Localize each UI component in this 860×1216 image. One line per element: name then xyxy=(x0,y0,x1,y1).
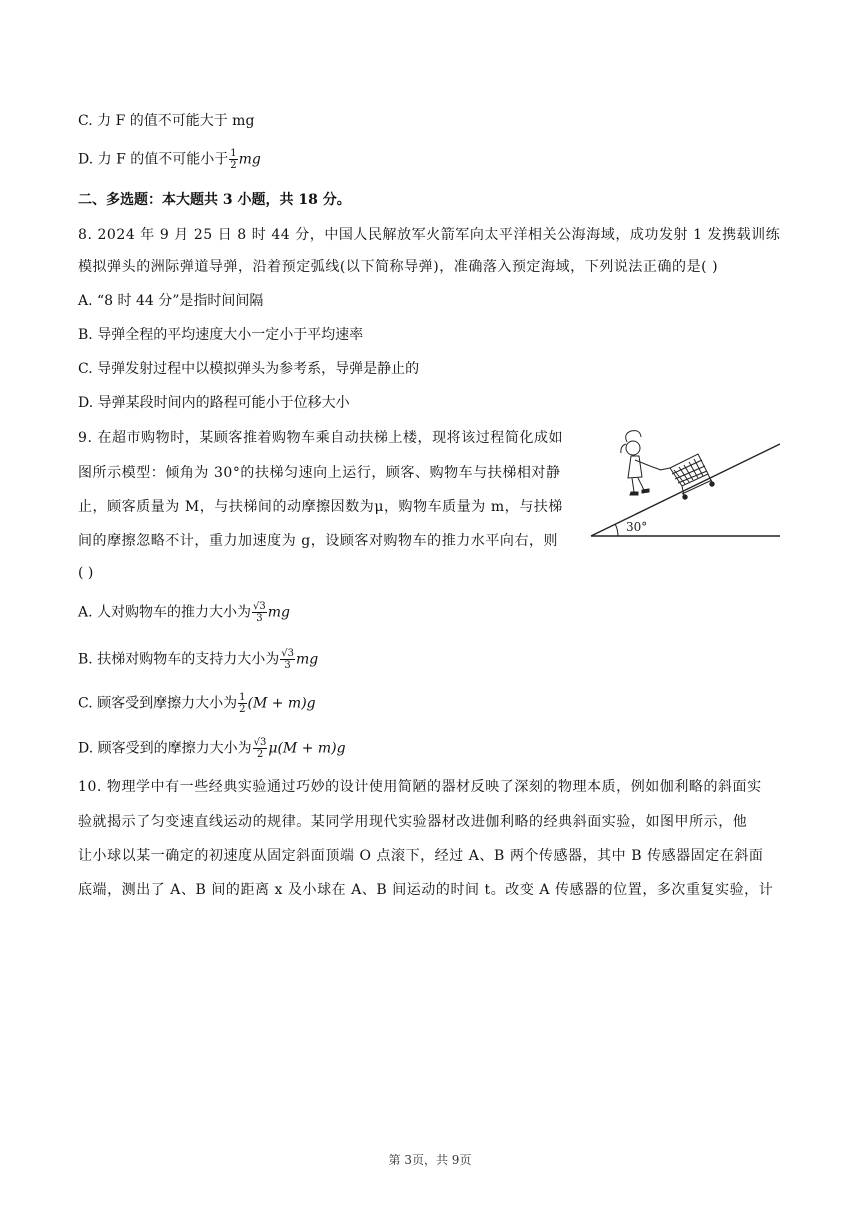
q9-option-b-math: mg xyxy=(295,651,319,668)
q8-option-a: A. “8 时 44 分”是指时间间隔 xyxy=(78,293,264,309)
escalator-figure xyxy=(588,428,782,542)
fraction-denominator: 3 xyxy=(284,660,291,671)
q10-stem-line-3: 让小球以某一确定的初速度从固定斜面顶端 O 点滚下，经过 A、B 两个传感器，其中 B 传感器固定在斜面 xyxy=(78,848,764,864)
q10-stem-line-1: 10. 物理学中有一些经典实验通过巧妙的设计使用简陋的器材反映了深刻的物理本质，例如伽利略的斜面实 xyxy=(78,779,762,795)
q9-option-a xyxy=(78,601,290,624)
q10-stem-line-2: 验就揭示了匀变速直线运动的规律。某同学用现代实验器材改进伽利略的经典斜面实验，如图甲所示，他 xyxy=(78,814,748,830)
q8-option-b: B. 导弹全程的平均速度大小一定小于平均速率 xyxy=(78,327,364,343)
fraction-denominator: 2 xyxy=(256,749,264,760)
q9-option-d xyxy=(78,737,346,760)
q9-option-c-math: (M + m)g xyxy=(247,695,316,712)
fraction-numerator: 1 xyxy=(230,148,237,159)
fraction-numerator: √3 xyxy=(281,648,294,659)
fraction-denominator: 3 xyxy=(256,613,263,624)
fraction-denominator: 2 xyxy=(230,160,237,171)
q9-option-c-text: C. 顾客受到摩擦力大小为 xyxy=(78,695,238,712)
fraction-numerator: √3 xyxy=(253,737,267,748)
shopping-cart-icon xyxy=(660,454,714,499)
customer-figure-icon xyxy=(621,431,661,495)
q9-option-c xyxy=(78,692,316,715)
section-title: 二、多选题：本大题共 3 小题，共 18 分。 xyxy=(78,192,351,208)
fraction-numerator: 1 xyxy=(239,692,246,703)
q8-option-c: C. 导弹发射过程中以模拟弹头为参考系，导弹是静止的 xyxy=(78,361,420,377)
fraction xyxy=(238,692,246,715)
page-footer: 第 3页，共 9页 xyxy=(388,1153,472,1167)
q9-option-b-text: B. 扶梯对购物车的支持力大小为 xyxy=(78,651,280,668)
q7-option-d xyxy=(78,148,261,171)
q8-stem-line-2: 模拟弹头的洲际弹道导弹，沿着预定弧线(以下简称导弹)，准确落入预定海域，下列说法正确的是( ) xyxy=(78,259,719,275)
angle-arc xyxy=(615,524,618,536)
q9-stem-line-4: 间的摩擦忽略不计，重力加速度为 g，设顾客对购物车的推力水平向右，则 xyxy=(78,533,559,549)
q9-option-d-math: μ(M + m)g xyxy=(268,740,346,757)
q9-option-d-text: D. 顾客受到的摩擦力大小为 xyxy=(78,740,252,757)
q9-option-a-math: mg xyxy=(267,604,290,621)
q8-stem-line-1: 8. 2024 年 9 月 25 日 8 时 44 分，中国人民解放军火箭军向太平洋相关公海海域，成功发射 1 发携载训练 xyxy=(78,227,781,243)
q9-option-b xyxy=(78,648,318,671)
angle-label: 30° xyxy=(626,520,648,534)
q9-stem-line-1: 9. 在超市购物时，某顾客推着购物车乘自动扶梯上楼，现将该过程简化成如 xyxy=(78,430,564,446)
q9-option-a-text: A. 人对购物车的推力大小为 xyxy=(78,604,252,621)
q7-option-d-math: mg xyxy=(238,151,261,168)
q9-stem-line-2: 图所示模型：倾角为 30°的扶梯匀速向上运行，顾客、购物车与扶梯相对静 xyxy=(78,465,561,481)
q9-stem-line-5: ( ) xyxy=(78,565,94,581)
q7-option-d-text: D. 力 F 的值不可能小于 xyxy=(78,151,229,168)
q7-option-c: C. 力 F 的值不可能大于 mg xyxy=(78,113,255,129)
fraction xyxy=(253,737,268,760)
fraction-denominator: 2 xyxy=(239,704,246,715)
q10-stem-line-4: 底端，测出了 A、B 间的距离 x 及小球在 A、B 间运动的时间 t。改变 A 传感器的位置，多次重复实验，计 xyxy=(78,882,774,898)
incline-line xyxy=(591,444,780,536)
q9-stem-line-3: 止，顾客质量为 M，与扶梯间的动摩擦因数为μ，购物车质量为 m，与扶梯 xyxy=(78,499,563,515)
q8-option-d: D. 导弹某段时间内的路程可能小于位移大小 xyxy=(78,395,350,411)
fraction xyxy=(229,148,237,171)
fraction xyxy=(252,601,267,624)
fraction xyxy=(280,648,295,671)
fraction-numerator: √3 xyxy=(253,601,266,612)
